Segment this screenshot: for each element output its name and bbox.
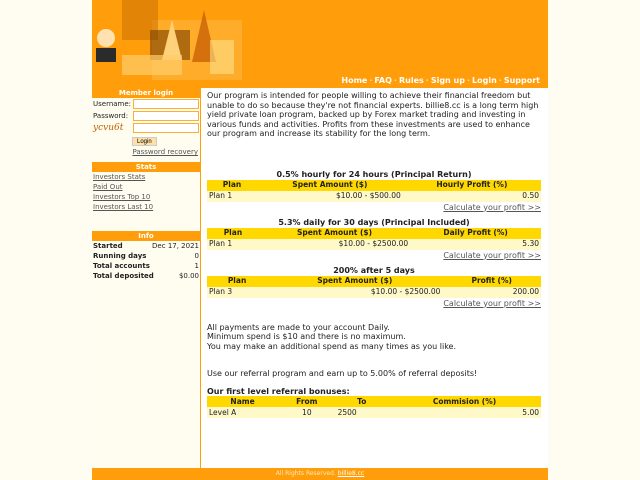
investors-last10-link[interactable]: Investors Last 10 <box>93 203 154 211</box>
nav-rules[interactable]: Rules <box>398 76 424 85</box>
nav-home[interactable]: Home <box>341 76 368 85</box>
plan-name: Plan 1 <box>207 191 257 202</box>
nav-separator: · <box>369 76 373 85</box>
nav-separator: · <box>498 76 502 85</box>
plan-amount: $10.00 - $2500.00 <box>267 287 442 298</box>
plan-title: 5.3% daily for 30 days (Principal Included) <box>278 217 470 227</box>
info-value: $0.00 <box>178 272 199 280</box>
referral-title: Our first level referral bonuses: <box>207 386 350 396</box>
footer-site-link[interactable]: billie8.cc <box>337 470 365 477</box>
top-nav <box>341 76 540 85</box>
main-content <box>207 91 541 418</box>
username-input[interactable] <box>133 99 199 109</box>
col-profit: Daily Profit (%) <box>410 228 541 239</box>
username-row <box>92 98 200 110</box>
col-profit: Hourly Profit (%) <box>403 180 541 191</box>
info-row <box>92 251 200 261</box>
level-name: Level A <box>207 407 278 418</box>
plan-profit: 5.30 <box>410 239 541 250</box>
password-row <box>92 110 200 122</box>
page <box>92 0 548 480</box>
investors-top10-link[interactable]: Investors Top 10 <box>93 193 151 201</box>
note-line: You may make an additional spend as many times as you like. <box>207 341 457 351</box>
plan-table <box>207 276 541 298</box>
plan-amount: $10.00 - $500.00 <box>257 191 403 202</box>
note-line: Minimum spend is $10 and there is no maximum. <box>207 332 406 341</box>
plan-profit: 0.50 <box>403 191 541 202</box>
captcha-image: ycvu6t <box>93 123 124 133</box>
nav-separator: · <box>393 76 397 85</box>
nav-faq[interactable]: FAQ <box>374 76 392 85</box>
level-commission: 5.00 <box>388 407 541 418</box>
info-box-title: Info <box>92 231 200 241</box>
nav-separator: · <box>425 76 429 85</box>
calculate-profit-link[interactable]: Calculate your profit >> <box>443 298 541 308</box>
captcha-row <box>92 122 200 134</box>
col-to: To <box>336 396 388 407</box>
captcha-input[interactable] <box>133 123 199 133</box>
login-button[interactable]: Login <box>132 137 157 146</box>
password-recovery-link[interactable]: Password recovery <box>132 148 198 156</box>
plan-table <box>207 180 541 202</box>
stats-box-title: Stats <box>92 162 200 172</box>
plan-table <box>207 228 541 250</box>
plan-title: 200% after 5 days <box>333 265 415 275</box>
investors-stats-link[interactable]: Investors Stats <box>93 173 146 181</box>
level-from: 10 <box>278 407 335 418</box>
info-row <box>92 261 200 271</box>
plan-name: Plan 3 <box>207 287 267 298</box>
header <box>92 0 548 88</box>
info-label: Total deposited <box>93 272 154 280</box>
info-value: 0 <box>194 252 199 260</box>
plan-name: Plan 1 <box>207 239 259 250</box>
footer <box>92 468 548 480</box>
col-profit: Profit (%) <box>442 276 541 287</box>
plan-title: 0.5% hourly for 24 hours (Principal Return) <box>276 169 472 179</box>
left-sidebar <box>92 88 201 468</box>
table-row <box>207 239 541 250</box>
info-value: Dec 17, 2021 <box>152 242 199 250</box>
col-plan: Plan <box>207 180 257 191</box>
nav-login[interactable]: Login <box>472 76 497 85</box>
paid-out-link[interactable]: Paid Out <box>93 183 123 191</box>
col-from: From <box>278 396 335 407</box>
nav-separator: · <box>466 76 470 85</box>
level-to: 2500 <box>336 407 388 418</box>
info-row <box>92 241 200 251</box>
col-plan: Plan <box>207 228 259 239</box>
info-label: Running days <box>93 252 147 260</box>
intro-text: Our program is intended for people willing to achieve their financial freedom but unable to do so because they're not financial experts. billie8.cc is a long term high yield private loan program, backed up by Forex market trading and investing in various funds and activities. Profits from these investments are used to enhance our program and increase its stability for the long term. <box>207 91 539 138</box>
referral-table <box>207 396 541 418</box>
plan-amount: $10.00 - $2500.00 <box>259 239 410 250</box>
info-row <box>92 271 200 281</box>
col-amount: Spent Amount ($) <box>257 180 403 191</box>
note-line: All payments are made to your account Daily. <box>207 322 390 332</box>
calculate-profit-link[interactable]: Calculate your profit >> <box>443 250 541 260</box>
password-input[interactable] <box>133 111 199 121</box>
table-row <box>207 407 541 418</box>
login-box-title: Member login <box>92 88 200 98</box>
footer-text: All Rights Reserved. <box>275 470 336 477</box>
header-banner-art <box>92 0 242 88</box>
col-amount: Spent Amount ($) <box>259 228 410 239</box>
info-label: Started <box>93 242 123 250</box>
info-label: Total accounts <box>93 262 150 270</box>
info-value: 1 <box>194 262 199 270</box>
nav-signup[interactable]: Sign up <box>430 76 465 85</box>
plan-profit: 200.00 <box>442 287 541 298</box>
nav-support[interactable]: Support <box>503 76 540 85</box>
password-label: Password: <box>93 112 129 120</box>
col-plan: Plan <box>207 276 267 287</box>
username-label: Username: <box>93 100 132 108</box>
calculate-profit-link[interactable]: Calculate your profit >> <box>443 202 541 212</box>
table-row <box>207 191 541 202</box>
col-name: Name <box>207 396 278 407</box>
stats-links <box>92 172 200 212</box>
table-row <box>207 287 541 298</box>
col-commission: Commision (%) <box>388 396 541 407</box>
col-amount: Spent Amount ($) <box>267 276 442 287</box>
referral-text: Use our referral program and earn up to 5.00% of referral deposits! <box>207 369 478 378</box>
